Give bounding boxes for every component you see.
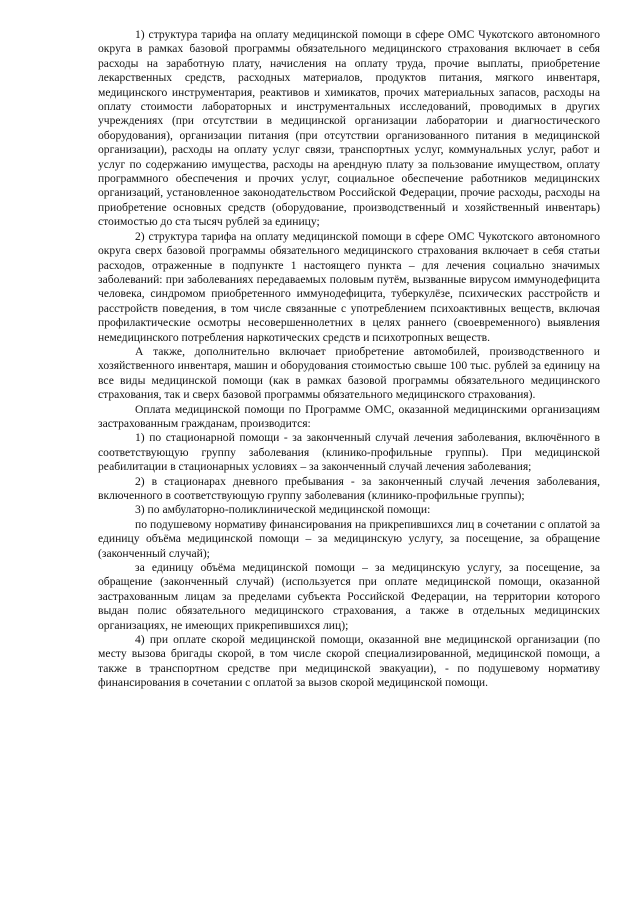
paragraph-outpatient-care: 3) по амбулаторно-поликлинической медицинской помощи: — [135, 503, 431, 517]
paragraph-tariff-structure-extra: 2) структура тарифа на оплату медицинской помощи в сфере ОМС Чукотского автономного округа сверх базовой программы обязательного медицинского страхования включает в себя статьи расходов, отраженные в подпункте 1 настоящего пункта – для лечения социально значимых заболеваний: при заболеваниях передаваемых половым путём, вызванные вирусом иммунодефицита человека, синдромом приобретенного иммунодефицита, туберкулёзе, психических расстройств и расстройств поведения, в том числе связанные с употреблением психоактивных веществ, включая профилактические осмотры несовершеннолетних в целях раннего (своевременного) выявления немедицинского потребления наркотических средств и психотропных веществ. — [98, 229, 600, 344]
paragraph-day-hospital: 2) в стационарах дневного пребывания - за законченный случай лечения заболевания, включенного в соответствующую группу заболевания (клинико-профильные группы); — [98, 474, 600, 502]
paragraph-unit-volume: за единицу объёма медицинской помощи – за медицинскую услугу, за посещение, за обращение (законченный случай) (используется при оплате медицинской помощи, оказанной застрахованным лицам за пределами субъекта Российской Федерации, на территории которого выдан полис обязательного медицинского страхования, а также в отдельных медицинских организациях, не имеющих прикрепившихся лиц); — [98, 561, 600, 632]
paragraph-payment-intro: Оплата медицинской помощи по Программе ОМС, оказанной медицинскими организациям застрахованным гражданам, производится: — [98, 402, 600, 430]
paragraph-tariff-structure-basic: 1) структура тарифа на оплату медицинской помощи в сфере ОМС Чукотского автономного округа в рамках базовой программы обязательного медицинского страхования включает в себя расходы на заработную плату, начисления на оплату труда, прочие выплаты, приобретение лекарственных средств, расходных материалов, продуктов питания, мягкого инвентаря, медицинского инструментария, реактивов и химикатов, прочих материальных запасов, расходы на оплату стоимости лабораторных и инструментальных исследований, проводимых в других учреждениях (при отсутствии в медицинской организации лаборатории и диагностического оборудования), организации питания (при отсутствии организованного питания в медицинской организации), расходы на оплату услуг связи, транспортных услуг, коммунальных услуг, работ и услуг по содержанию имущества, расходы на арендную плату за пользование имуществом, оплату программного обеспечения и прочих услуг, социальное обеспечение работников медицинских организаций, установленное законодательством Российской Федерации, прочие расходы, расходы на приобретение основных средств (оборудование, производственный и хозяйственный инвентарь) стоимостью до ста тысяч рублей за единицу; — [98, 28, 600, 229]
paragraph-inpatient-care: 1) по стационарной помощи - за законченный случай лечения заболевания, включённого в соответствующую группу заболевания (клинико-профильные группы). При медицинской реабилитации в стационарных условиях – за законченный случай лечения заболевания; — [98, 431, 600, 474]
paragraph-emergency-care: 4) при оплате скорой медицинской помощи, оказанной вне медицинской организации (по месту вызова бригады скорой, в том числе скорой специализированной, медицинской помощи, а также в транспортном средстве при медицинской эвакуации), - по подушевому нормативу финансирования в сочетании с оплатой за вызов скорой медицинской помощи. — [98, 633, 600, 690]
paragraph-per-capita-norm: по подушевому нормативу финансирования на прикрепившихся лиц в сочетании с оплатой за единицу объёма медицинской помощи – за медицинскую услугу, за посещение, за обращение (законченный случай); — [98, 517, 600, 560]
paragraph-additional-purchases: А также, дополнительно включает приобретение автомобилей, производственного и хозяйственного инвентаря, машин и оборудования стоимостью свыше 100 тыс. рублей за единицу на все виды медицинской помощи (как в рамках базовой программы обязательного медицинского страхования, так и сверх базовой программы обязательного медицинского страхования). — [98, 344, 600, 402]
